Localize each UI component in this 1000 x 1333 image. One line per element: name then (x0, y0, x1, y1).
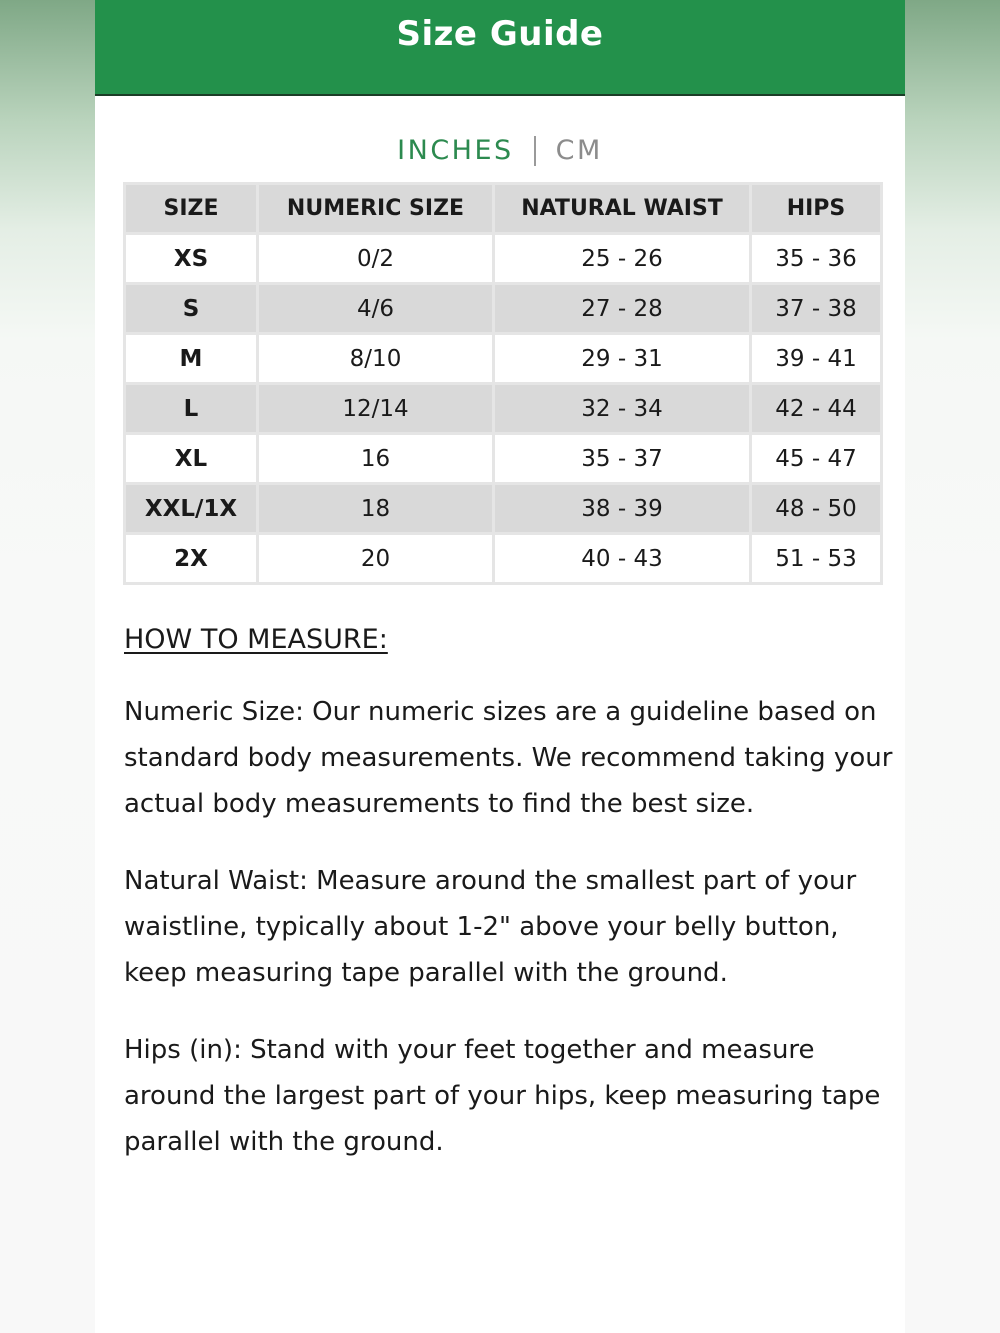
size-cell: 2X (126, 535, 256, 582)
natural-waist-cell: 38 - 39 (495, 485, 749, 532)
column-header-hips: HIPS (752, 185, 880, 232)
numeric-size-cell: 16 (259, 435, 492, 482)
natural-waist-cell: 40 - 43 (495, 535, 749, 582)
hips-cell: 45 - 47 (752, 435, 880, 482)
hips-instructions: Hips (in): Stand with your feet together and measure around the largest part of your hips, keep measuring tape parallel with the ground. (124, 1035, 881, 1157)
size-cell: XL (126, 435, 256, 482)
how-to-measure-heading: HOW TO MEASURE: (124, 624, 388, 655)
unit-inches-tab[interactable]: INCHES (397, 135, 514, 166)
page-title: Size Guide (396, 14, 604, 54)
numeric-size-cell: 0/2 (259, 235, 492, 282)
column-header-numeric-size: NUMERIC SIZE (259, 185, 492, 232)
table-row (126, 385, 880, 432)
natural-waist-cell: 32 - 34 (495, 385, 749, 432)
table-row (126, 235, 880, 282)
size-cell: M (126, 335, 256, 382)
table-row (126, 285, 880, 332)
column-header-size: SIZE (126, 185, 256, 232)
size-cell: XS (126, 235, 256, 282)
numeric-size-cell: 4/6 (259, 285, 492, 332)
natural-waist-cell: 35 - 37 (495, 435, 749, 482)
numeric-size-cell: 12/14 (259, 385, 492, 432)
unit-divider (534, 136, 536, 166)
natural-waist-cell: 25 - 26 (495, 235, 749, 282)
natural-waist-cell: 29 - 31 (495, 335, 749, 382)
header-bar (95, 0, 905, 96)
natural-waist-cell: 27 - 28 (495, 285, 749, 332)
hips-cell: 37 - 38 (752, 285, 880, 332)
numeric-size-cell: 8/10 (259, 335, 492, 382)
hips-cell: 35 - 36 (752, 235, 880, 282)
size-table (123, 182, 883, 585)
table-row (126, 535, 880, 582)
unit-toggle (95, 134, 905, 166)
size-guide-panel (95, 0, 905, 1333)
table-header-row (126, 185, 880, 232)
hips-cell: 42 - 44 (752, 385, 880, 432)
numeric-size-instructions: Numeric Size: Our numeric sizes are a guideline based on standard body measurements. We recommend taking your actual body measurements to find the best size. (124, 697, 893, 819)
table-row (126, 435, 880, 482)
column-header-natural-waist: NATURAL WAIST (495, 185, 749, 232)
size-cell: L (126, 385, 256, 432)
hips-cell: 39 - 41 (752, 335, 880, 382)
size-cell: XXL/1X (126, 485, 256, 532)
hips-cell: 51 - 53 (752, 535, 880, 582)
how-to-measure-section (124, 624, 894, 1196)
hips-cell: 48 - 50 (752, 485, 880, 532)
table-row (126, 335, 880, 382)
size-cell: S (126, 285, 256, 332)
natural-waist-instructions: Natural Waist: Measure around the smallest part of your waistline, typically about 1-2" above your belly button, keep measuring tape parallel with the ground. (124, 866, 857, 988)
numeric-size-cell: 20 (259, 535, 492, 582)
unit-cm-tab[interactable]: CM (555, 135, 603, 166)
table-row (126, 485, 880, 532)
numeric-size-cell: 18 (259, 485, 492, 532)
